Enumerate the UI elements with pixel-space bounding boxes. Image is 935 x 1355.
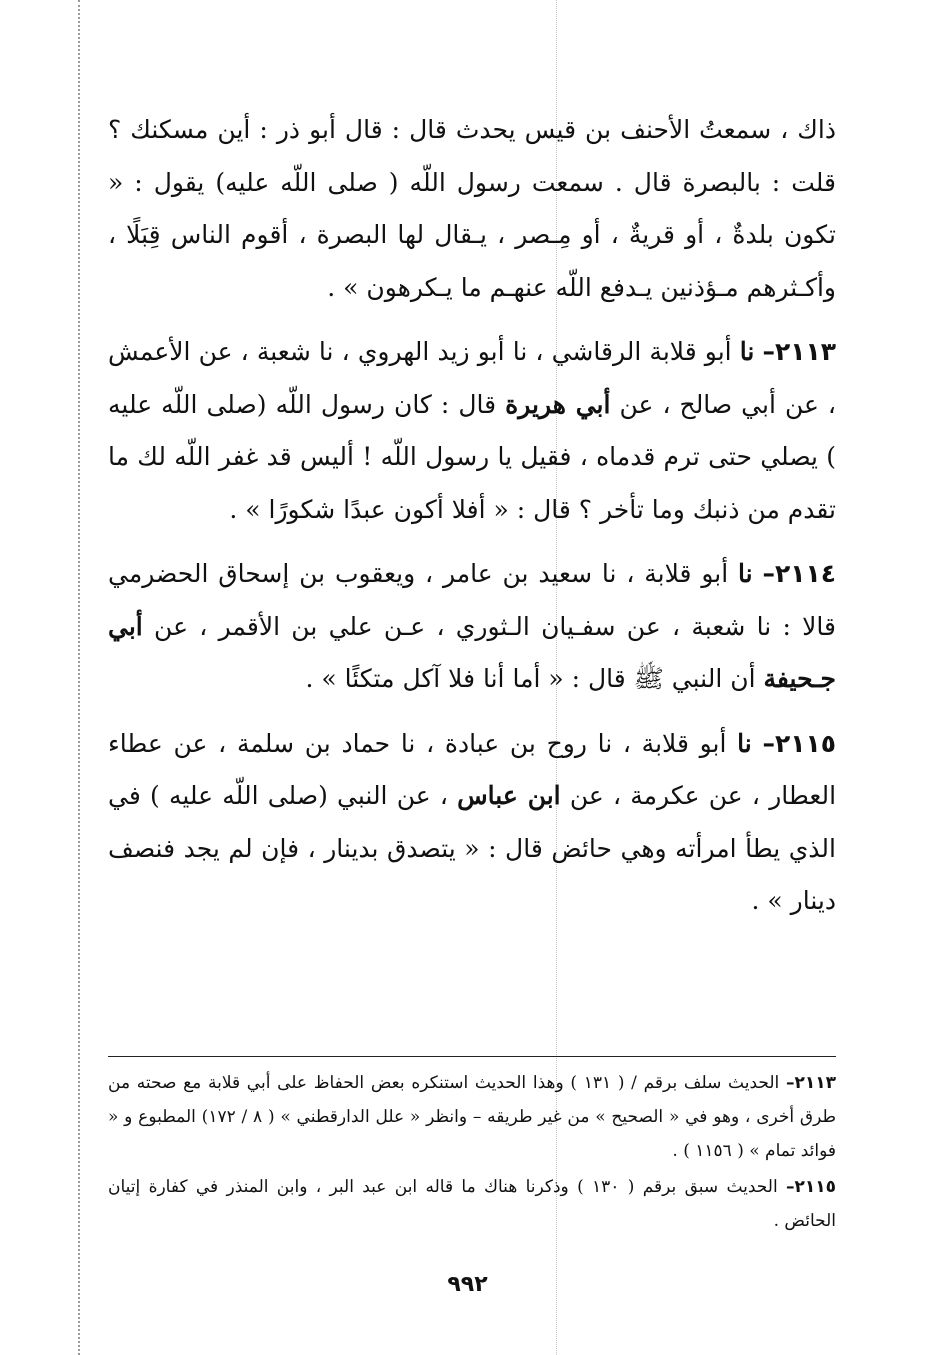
hadith-2115 (108, 718, 836, 928)
transmission-word: نا (737, 728, 752, 758)
narrator-name: أبي جـحيفة (108, 611, 836, 693)
main-text (108, 104, 836, 928)
hadith-text: قال : كان رسول اللّه (صلى اللّه عليه ) يصلي حتى ترم قدماه ، فقيل يا رسول اللّه ! أليس قد غفر اللّه لك ما تقدم من ذنبك وما تأخر ؟ قال : « أفلا أكون عبدًا شكورًا » . (108, 389, 836, 524)
paragraph-text: ذاك ، سمعتُ الأحنف بن قيس يحدث قال : قال أبو ذر : أين مسكنك ؟ قلت : بالبصرة قال . سمعت رسول اللّه ( صلى اللّه عليه) يقول : « تكون بلدةٌ ، أو قريةٌ ، أو مِـصر ، يـقال لها البصرة ، أقوم الناس قِبَلًا ، وأكـثرهم مـؤذنين يـدفع اللّه عنهـم ما يـكرهون » . (108, 115, 836, 302)
transmission-word: نا (739, 337, 755, 366)
hadith-chain-text: أبو قلابة ، نا سعيد بن عامر ، ويعقوب بن إسحاق الحضرمي قالا : نا شعبة ، عن سفـيان الـثوري ، عـن علي بن الأقمر ، عن (108, 559, 836, 641)
footnote-text: الحديث سبق برقم ( ١٣٠ ) وذكرنا هناك ما قاله ابن عبد البر ، وابن المنذر في كفارة إتيان الحائض . (108, 1177, 836, 1231)
hadith-2114 (108, 548, 836, 706)
narrator-name: ابن عباس (457, 781, 561, 810)
hadith-2113 (108, 326, 836, 536)
footnote-text: الحديث سلف برقم / ( ١٣١ ) وهذا الحديث استنكره بعض الحفاظ على أبي قلابة مع صحته من طرق أخرى ، وهو في « الصحيح » من غير طريقه – وانظر « علل الدارقطني » ( ٨ / ١٧٢) المطبوع و « فوائد تمام » ( ١١٥٦ ) . (108, 1073, 836, 1161)
hadith-number: ٢١١٥– (762, 728, 836, 758)
paragraph-continuation (108, 104, 836, 314)
scan-edge-left (78, 0, 80, 1355)
hadith-number: ٢١١٤– (762, 559, 836, 588)
page-number: ٩٩٢ (447, 1272, 488, 1297)
hadith-chain-text: أبو قلابة الرقاشي ، نا أبو زيد الهروي ، نا شعبة ، عن الأعمش ، عن أبي صالح ، عن (108, 337, 836, 419)
hadith-text: أن النبي ﷺ قال : « أما أنا فلا آكل متكئًا » . (305, 664, 756, 693)
footnote-number: ٢١١٣– (786, 1073, 837, 1093)
footnote-2113 (108, 1066, 836, 1168)
hadith-number: ٢١١٣– (762, 337, 837, 366)
footnote-divider (108, 1056, 836, 1057)
transmission-word: نا (738, 559, 753, 588)
narrator-name: أبي هريرة (505, 389, 611, 419)
hadith-chain-text: أبو قلابة ، نا روح بن عبادة ، نا حماد بن سلمة ، عن عطاء العطار ، عن عكرمة ، عن (108, 728, 837, 810)
footnotes (108, 1066, 836, 1238)
footnote-2115 (108, 1170, 836, 1238)
hadith-text: ، عن النبي (صلى اللّه عليه ) في الذي يطأ امرأته وهي حائض قال : « يتصدق بدينار ، فإن لم يجد فنصف دينار » . (108, 781, 836, 915)
footnote-number: ٢١١٥– (786, 1177, 837, 1197)
